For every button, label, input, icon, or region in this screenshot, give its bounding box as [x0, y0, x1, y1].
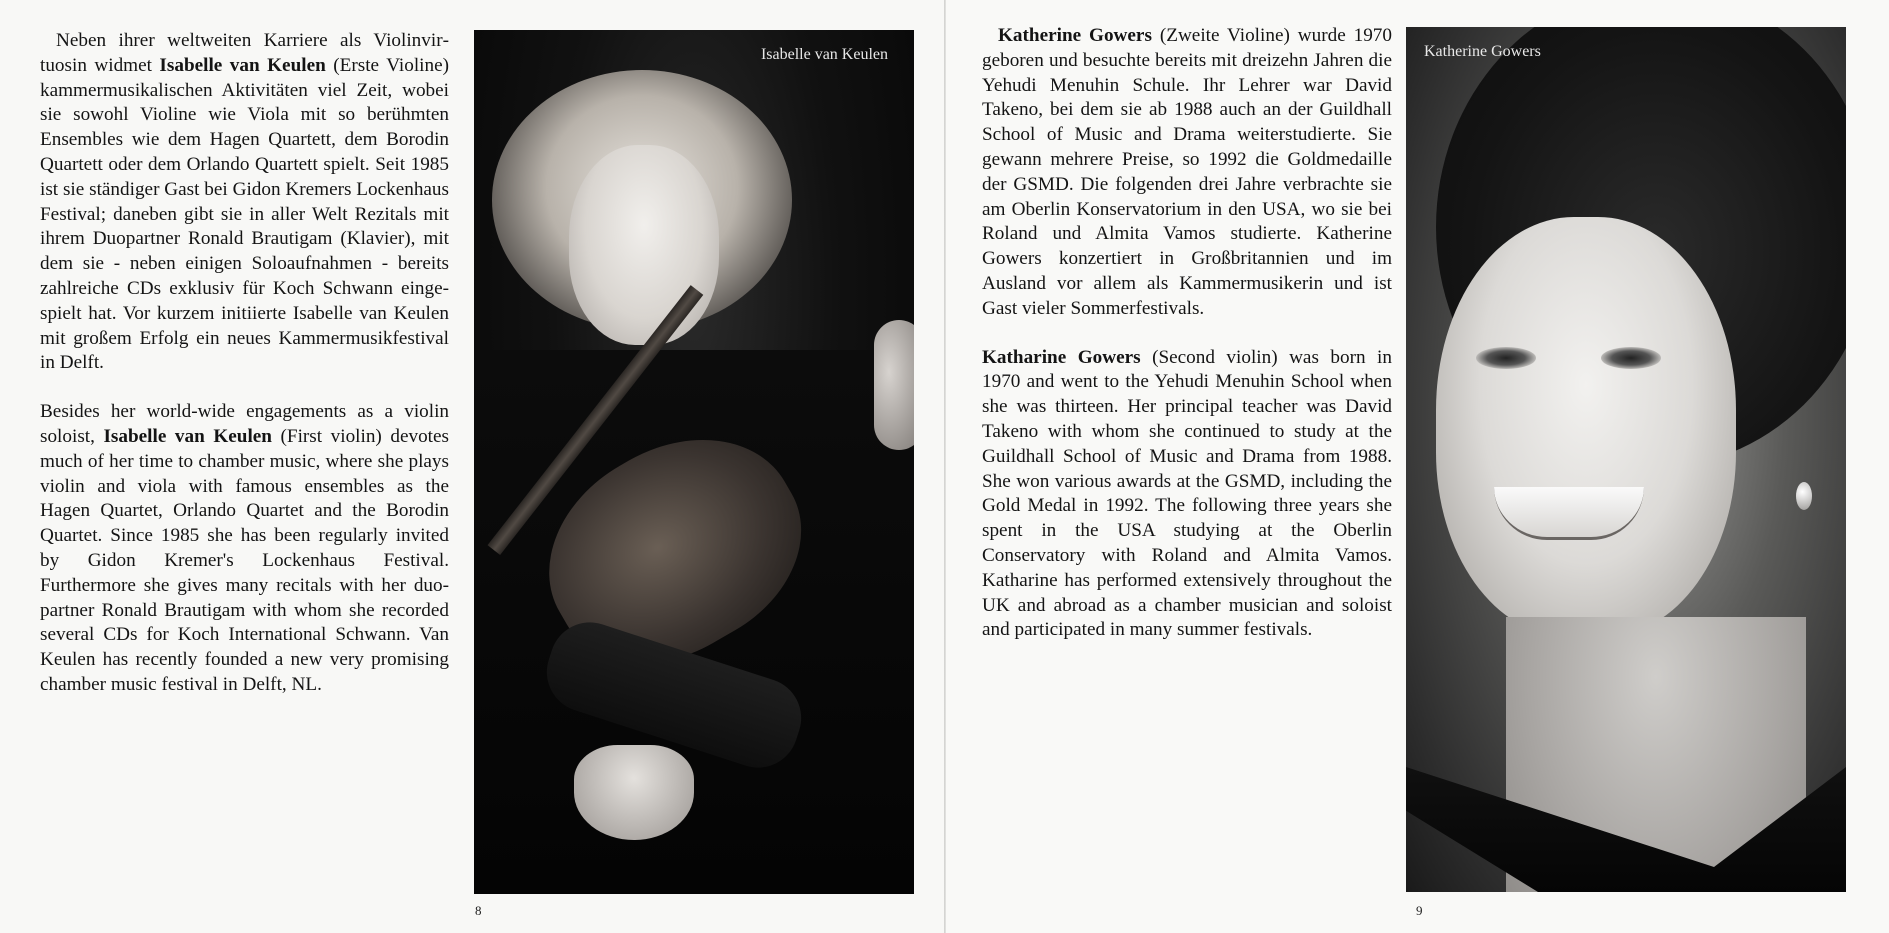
english-bio-van-keulen	[40, 400, 449, 698]
german-bio-van-keulen	[40, 29, 449, 376]
portrait-left-eye	[1476, 347, 1536, 369]
page-number: 9	[1416, 903, 1423, 918]
portrait-face	[569, 145, 719, 345]
text-segment: (Second violin) was born in 1970 and went to the Yehudi Menuhin School when she was thirteen. Her principal teacher was David Takeno with whom she continued to study at the Guildhall School of Music and Drama from 1988. She won various awards at the GSMD, including the Gold Medal in 1992. The following three years she spent in the USA studying at the Oberlin Conservatory with Roland and Almita Vamos. Katharine has performed extensively throughout the UK and abroad as a chamber musician and soloist and participated in many summer festivals.	[982, 346, 1392, 641]
right-page	[946, 0, 1889, 933]
photo-caption: Isabelle van Keulen	[760, 46, 888, 63]
portrait-right-eye	[1601, 347, 1661, 369]
portrait-face	[1436, 217, 1736, 637]
left-page	[0, 0, 944, 933]
photo-caption: Katherine Gowers	[1424, 43, 1541, 60]
artist-name: Isabelle van Keulen	[159, 54, 326, 76]
left-text-column	[40, 29, 449, 722]
artist-name: Isabelle van Keulen	[103, 425, 272, 447]
text-segment: (First violin) devotes much of her time to chamber music, where she plays violin and viola with famous ensembles as the Hagen Quartet, Orlando Quartet and the Borodin Quartet. Since 1985 she has been regularly invited by Gidon Kremer's Lockenhaus Festival. Furthermore she gives many recitals with her duo-partner Ronald Brautigam with whom she recorded several CDs for Koch International Schwann. Van Keulen has recently founded a new very promising chamber music festival in Delft, NL.	[40, 425, 449, 695]
text-segment: (Erste Violine) kammermusikalischen Aktivitäten viel Zeit, wobei sie sowohl Violine wie Viola mit so berühmten Ensembles wie dem Hagen Quartett, dem Borodin Quartett oder dem Orlando Quartett spielt. Seit 1985 ist sie ständiger Gast bei Gidon Kremers Lockenhaus Festival; daneben gibt sie in aller Welt Rezitals mit ihrem Duopartner Ronald Brautigam (Klavier), mit dem sie - neben einigen Soloaufnahmen - bereits zahlreiche CDs exklusiv für Koch Schwann eingespielt hat. Vor kurzem initiierte Isabelle van Keulen mit großem Erfolg ein neues Kammermusikfestival in Delft.	[40, 54, 449, 374]
text-segment: (Zweite Violine) wurde 1970 geboren und besuchte bereits mit dreizehn Jahren die Yehudi Menuhin Schule. Ihr Lehrer war David Takeno, bei dem sie ab 1988 auch an der Guildhall School of Music and Drama weiterstudierte. Sie gewann mehrere Preise, so 1992 die Goldmedaille der GSMD. Die folgenden drei Jahre verbrachte sie am Oberlin Konservatorium in den USA, wo sie bei Roland und Almita Vamos studierte. Katherine Gowers konzertiert in Großbritannien und im Ausland vor allem als Kammermusikerin und ist Gast vieler Sommerfestivals.	[982, 25, 1392, 319]
german-bio-gowers	[982, 24, 1392, 322]
page-number: 8	[475, 903, 482, 918]
portrait-earring	[1796, 482, 1812, 510]
text-segment: Besides her world-wide engagements as a violin soloist,	[40, 401, 449, 447]
artist-name: Katharine Gowers	[982, 346, 1141, 368]
portrait-hand	[574, 745, 694, 840]
text-segment: Neben ihrer weltweiten Karriere als Violinvirtuosin widmet	[40, 30, 449, 76]
photo-isabelle-van-keulen	[474, 30, 914, 894]
english-bio-gowers	[982, 346, 1392, 644]
right-text-column	[982, 24, 1392, 667]
portrait-right-hand	[874, 320, 914, 450]
artist-name: Katherine Gowers	[998, 25, 1152, 46]
photo-katherine-gowers	[1406, 27, 1846, 892]
